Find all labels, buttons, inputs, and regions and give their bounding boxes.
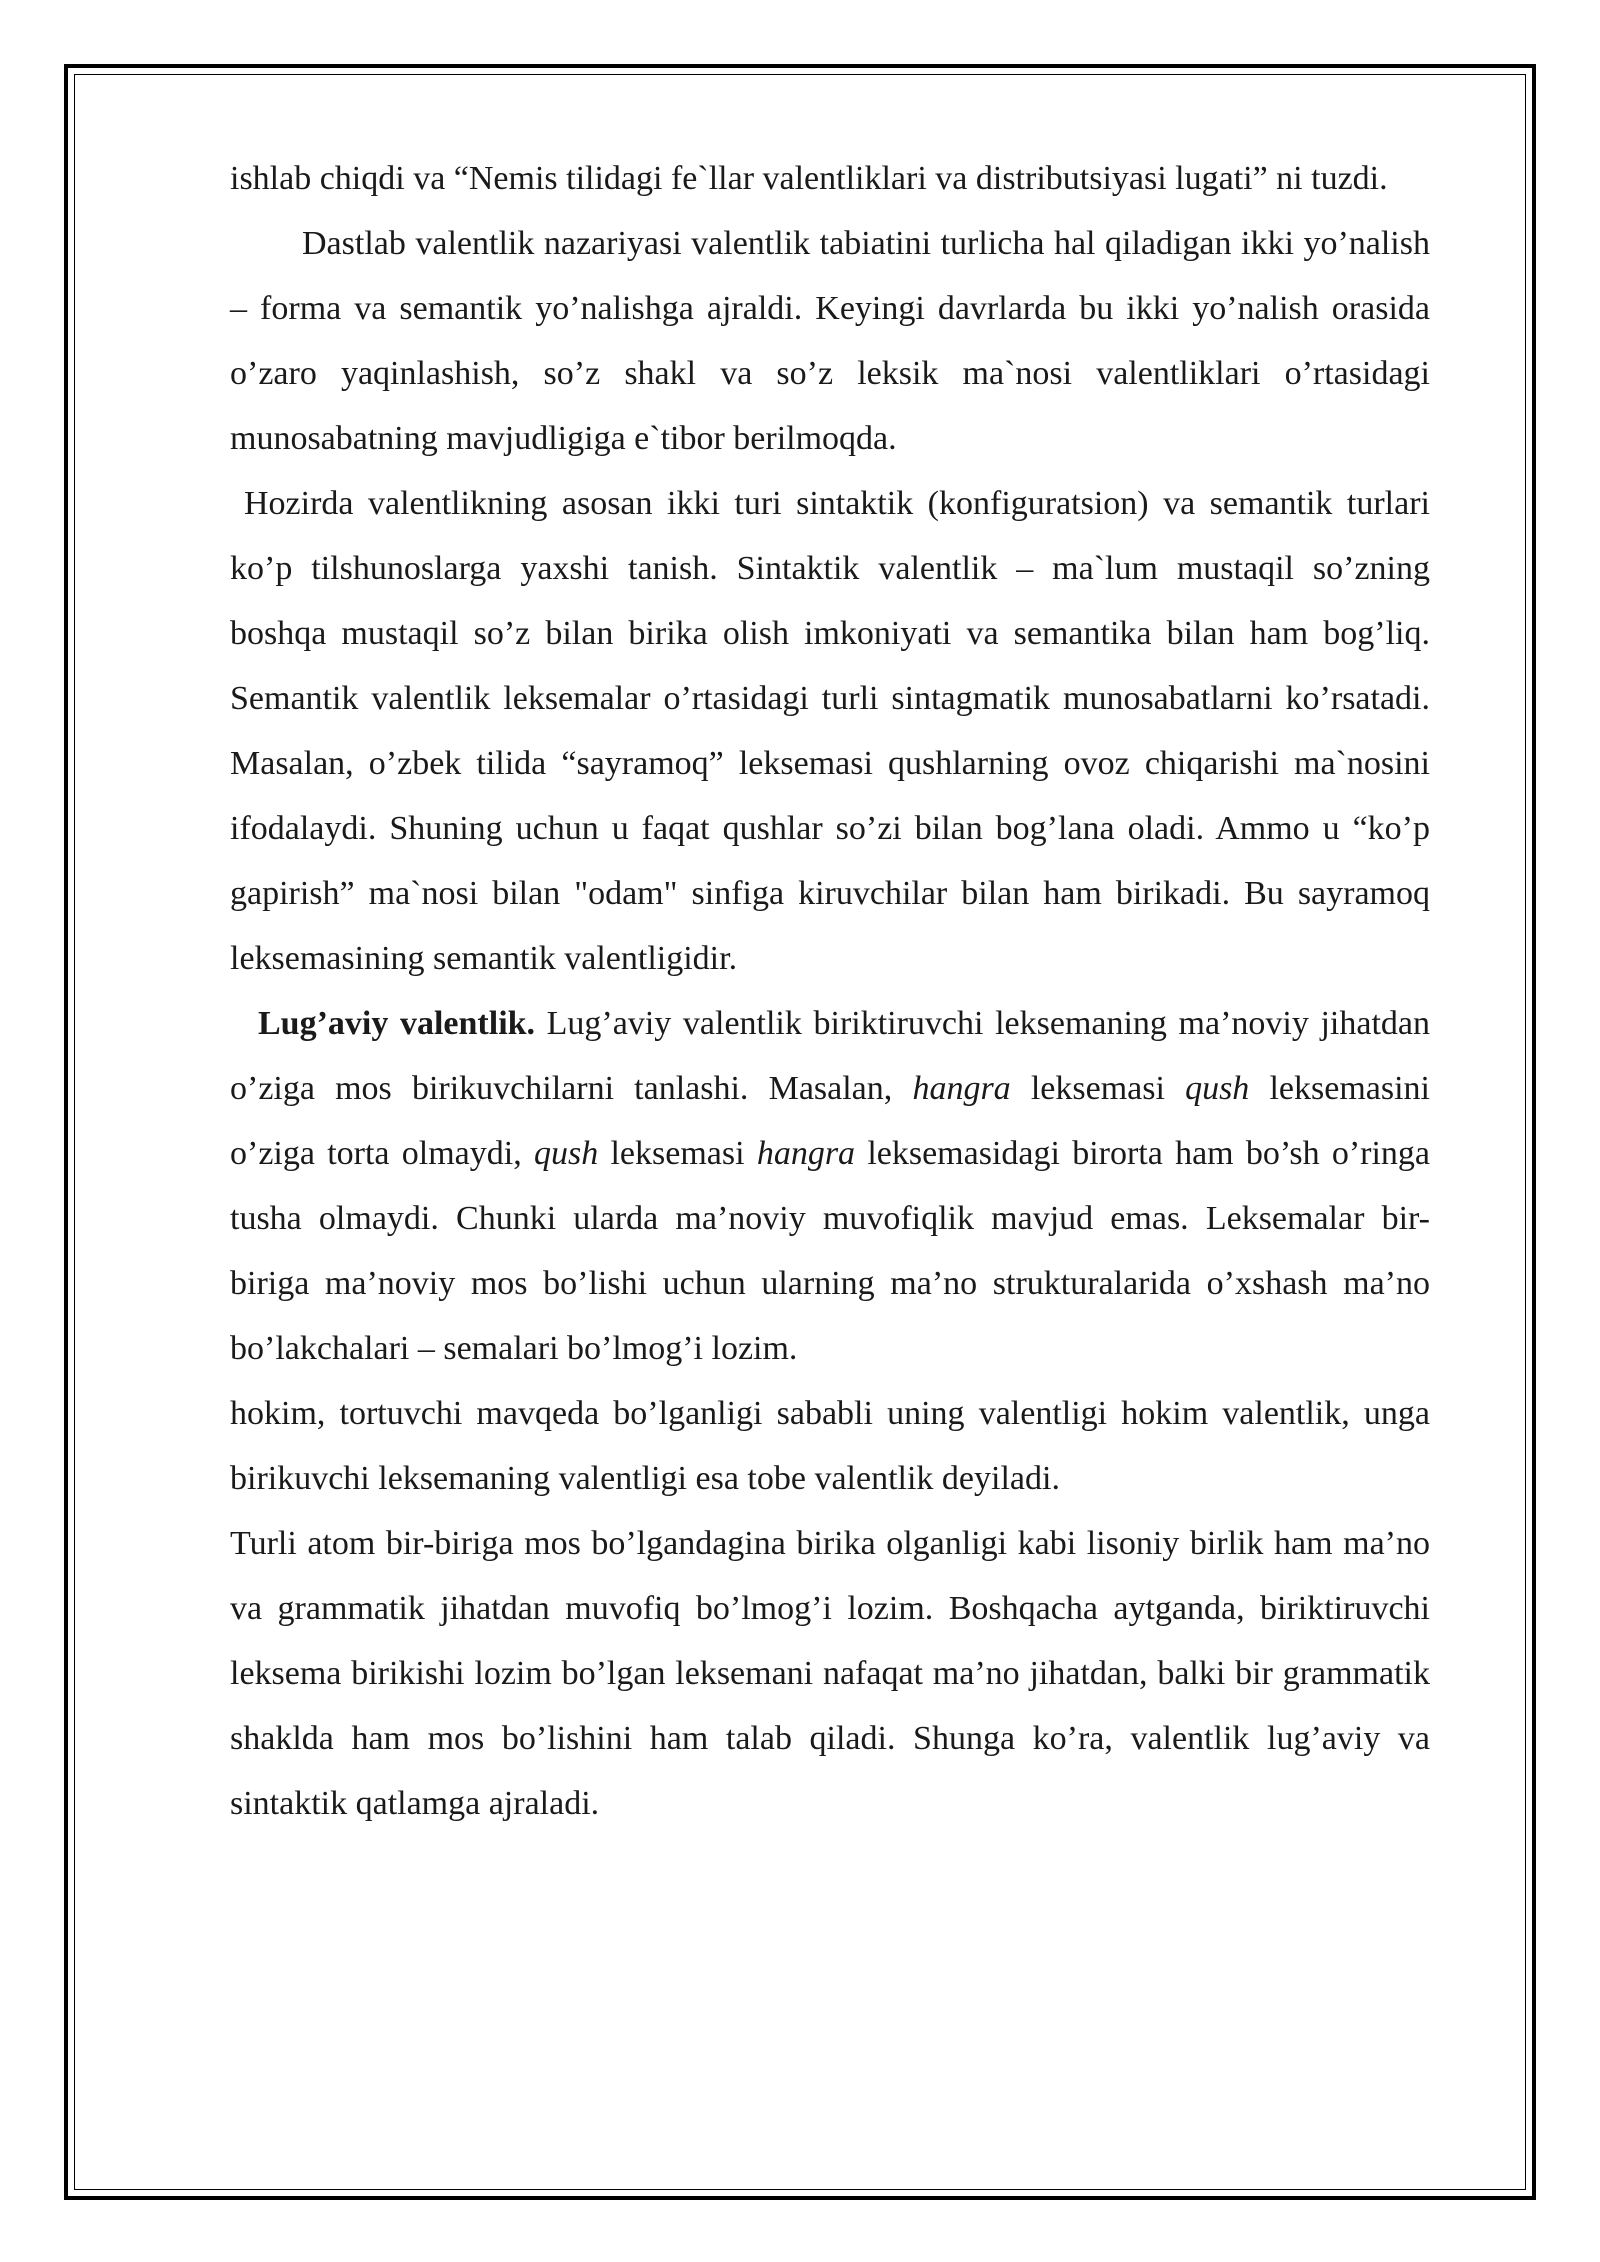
paragraph-5: hokim, tortuvchi mavqeda bo’lganligi sababli uning valentligi hokim valentlik, unga birikuvchi leksemaning valentligi esa tobe valentlik deyiladi. — [230, 1395, 1430, 1497]
paragraph-1: ishlab chiqdi va “Nemis tilidagi fe`llar valentliklari va distributsiyasi lugati” ni tuzdi. — [230, 160, 1388, 197]
paragraph-3: Hozirda valentlikning asosan ikki turi sintaktik (konfiguratsion) va semantik turlari ko’p tilshunoslarga yaxshi tanish. Sintaktik valentlik – ma`lum mustaqil so’zning boshqa mustaqil so’z bilan birika olish imkoniyati va semantika bilan ham bog’liq. Semantik valentlik leksemalar o’rtasidagi turli sintagmatik munosabatlarni ko’rsatadi. Masalan, o’zbek tilida “sayramoq” leksemasi qushlarning ovoz chiqarishi ma`nosini ifodalaydi. Shuning uchun u faqat qushlar so’zi bilan bog’lana oladi. Ammo u “ko’p gapirish” ma`nosi bilan "odam" sinfiga kiruvchilar bilan ham birikadi. Bu sayramoq leksemasining semantik valentligidir. — [230, 485, 1430, 977]
emphasis-term: hangra — [912, 1070, 1011, 1107]
paragraph-4-text: leksemasi — [598, 1135, 757, 1172]
paragraph-4-text: leksemasini o’ziga torta olmaydi, — [230, 1070, 1430, 1172]
paragraph-6: Turli atom bir-biriga mos bo’lgandagina birika olganligi kabi lisoniy birlik ham ma’no va grammatik jihatdan muvofiq bo’lmog’i lozim. Boshqacha aytganda, biriktiruvchi leksema birikishi lozim bo’lgan leksemani nafaqat ma’no jihatdan, balki bir grammatik shaklda ham mos bo’lishini ham talab qiladi. Shunga ko’ra, valentlik lug’aviy va sintaktik qatlamga ajraladi. — [230, 1525, 1430, 1822]
paragraph-4-text: Lug’aviy valentlik biriktiruvchi leksemaning ma’noviy jihatdan o’ziga mos birikuvchilarni tanlashi. Masalan, — [230, 1005, 1430, 1107]
paragraph-2: Dastlab valentlik nazariyasi valentlik tabiatini turlicha hal qiladigan ikki yo’nalish – forma va semantik yo’nalishga ajraldi. Keyingi davrlarda bu ikki yo’nalish orasida o’zaro yaqinlashish, so’z shakl va so’z leksik ma`nosi valentliklari o’rtasidagi munosabatning mavjudligiga e`tibor berilmoqda. — [230, 225, 1430, 457]
emphasis-term: qush — [533, 1135, 599, 1172]
paragraph-4 — [230, 991, 1430, 1381]
paragraph-4-text: leksemasi — [1010, 1070, 1186, 1107]
paragraph-4-text: leksemasidagi birorta ham bo’sh o’ringa tusha olmaydi. Chunki ularda ma’noviy muvofiqlik mavjud emas. Leksemalar bir-biriga ma’noviy mos bo’lishi uchun ularning ma’no strukturalarida o’xshash ma’no bo’lakchalari – semalari bo’lmog’i lozim. — [230, 1135, 1431, 1367]
section-heading-lugaviy-valentlik: Lug’aviy valentlik. — [258, 1005, 536, 1042]
document-body — [230, 146, 1430, 1836]
emphasis-term: qush — [1185, 1070, 1250, 1107]
emphasis-term: hangra — [756, 1135, 856, 1172]
